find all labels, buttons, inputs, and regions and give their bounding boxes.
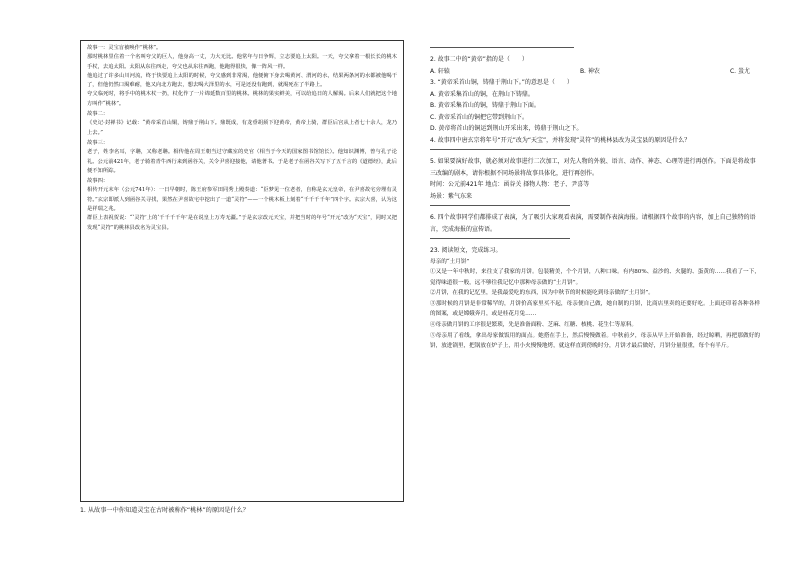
story1-para-3: 夸父临死时，将手中的桃木杖一扔，杖化作了一片绵延数百里的桃林。桃林的果实鲜美，可以给追日的人解渴。后来人们就把这个地方叫作“桃林”。	[87, 91, 397, 107]
question-3: 3. “黄帝采首山铜，铸鼎于荆山下。”的意思是（ ）	[430, 79, 573, 86]
story1-para-2: 他追过了许多山川河流，终于快要追上太阳的时候，夸父感到非常渴，他便俯下身去喝黄河、渭河的水，结果两条河的水都被他喝干了，但他仍然口渴难耐，他又向北方跑去，想去喝大泽里的水，可是还没有跑到，就渴死在了半路上。	[87, 72, 397, 89]
story3-title: 故事三：	[87, 139, 109, 146]
question-1: 1. 从故事一中你知道灵宝在古时被称作“桃林”的原因是什么？	[80, 507, 249, 514]
essay-para-2: ②月饼，在我的记忆里，是我最爱吃的东西，因为中秋节的时候能吃到母亲做的“土月饼”。	[430, 290, 654, 297]
answer-line[interactable]	[430, 205, 570, 206]
story1-title: 故事一：灵宝盲被唤作“桃林”。	[87, 45, 162, 51]
right-column	[430, 44, 760, 352]
question-5: 5. 如果要演好故事，就必须对故事进行二次加工，对先人物的外貌、语言、动作、神态、心理等进行再创作。下面是将故事三改编的剧本，请你根据不同场景将故事具体化，进行再创作。	[430, 158, 756, 177]
question-5-time: 时间：公元前421年 地点：函谷关 择物人物：老子、尹喜等	[430, 181, 590, 188]
story2-para: 《史记·封禅书》记载：“黄帝采首山铜，铸鼎于荆山下。鼎既成，有龙垂胡须下迎黄帝，黄帝上骑，群臣后宫从上者七十余人，龙乃上去。”	[87, 120, 397, 136]
story4-para-1: 相传开元末年（公元741年）：一日早朝时，陈王府参军田同秀上殿奏道：“臣梦见一位老者，自称是玄元皇帝，在尹喜故宅旁埋有灵符。”玄宗即派人到函谷关寻找，果然在尹喜故宅中挖出了一道“灵符”——一个桃木板上刻着“千千千千年”四个字。玄宗大喜，认为这是祥瑞之兆。	[87, 187, 397, 213]
question-4: 4. 故事四中唐玄宗将年号“开元”改为“天宝”，并将发现“灵符”的桃林县改为灵宝县的原因是什么？	[430, 136, 691, 144]
story4-para-2: 群臣上表祝贺说：“‘灵符’上的‘千千千千年’是在说皇上万寿无疆。”于是玄宗改元天宝，并把当时的年号“开元”改为“天宝”，同时又把发现“灵符”的桃林县改名为灵宝县。	[87, 215, 397, 231]
story1-para-1: 那时桃林里住着一个名叫夸父的巨人，他身高一丈，力大无比。他常年与日争辉，立志要追上太阳。一天，夸父拿着一根长长的桃木手杖，去追太阳。太阳从东往西走，夸父也从东往西跑，他跑得很快，像一阵风一样。	[87, 54, 397, 70]
question-2: 2. 故事二中的“黄帝”指的是（ ）	[430, 56, 528, 63]
essay-para-4: ④母亲做月饼的工序很是繁琐，先是准备面粉、芝麻、红糖、核桃、花生仁等原料。	[430, 322, 637, 329]
question-5-scene: 场景：紫气东来	[430, 192, 473, 200]
essay-para-5: ⑤母亲用了看线，拿出母家做饭用的面点。她搭在手上，然后慢慢做着。中秋前夕，母亲从早上开始准备，经过晾晒，再把那做好的饼，放进锅里，把锅放在炉子上，用小火慢慢地烤，就这样直到傍晚时分，月饼才最后做好，月饼分量很重，每个有半斤。	[430, 332, 760, 350]
essay-para-1: ①又是一年中秋时，来往支了我家的月饼。包装精美，个个月饼，八种口味。有内80%、益沙的、火腿的、蛋黄的……我看了一下，觉得味道很一般，远不够往我记忆中那种母亲做的“土月饼”。	[430, 269, 760, 286]
essay-para-3: ③那时候的月饼是非常稀罕的，月饼价高家里买不起，母亲便自己做，她自制的月饼，比商店里卖的还要好吃。上面还印着各种各样的图案，或是嫦娥奔月，或是桂花月兔……	[430, 300, 760, 318]
answer-line[interactable]	[430, 47, 574, 48]
question-3-option-d[interactable]: D. 黄帝将首山的铜运到荆山开采出来，铸鼎于荆山之下。	[430, 125, 583, 132]
story2-title: 故事二：	[87, 111, 109, 118]
question-23: 23. 阅读短文，完成练习。	[430, 247, 502, 254]
story4-title: 故事四：	[87, 178, 109, 185]
question-3-option-a[interactable]: A. 黄帝采集首山的铜，在荆山下铸鼎。	[430, 90, 534, 98]
option-a[interactable]: A. 轩辕	[430, 67, 450, 75]
essay-title: 母亲的“土月饼”	[430, 258, 470, 265]
option-b[interactable]: B. 神农	[579, 67, 600, 75]
reading-passage-box	[80, 40, 404, 502]
answer-line[interactable]	[430, 238, 570, 239]
question-3-option-b[interactable]: B. 黄帝采集首山的铜，铸鼎于荆山下面。	[430, 102, 540, 109]
question-6: 6. 四个故事同学们都排成了表演，为了吸引大家观看表演，需要制作表演海报。请根据四个故事的内容，加上自己独特的语言，完成海报的宣传语。	[430, 214, 756, 233]
option-c[interactable]: C. 蚩尤	[729, 67, 750, 75]
question-3-option-c[interactable]: C. 黄帝采首山的铜把它带到荆山下。	[430, 113, 529, 121]
answer-line[interactable]	[430, 149, 570, 150]
question-2-options	[430, 66, 750, 78]
story3-para: 老子，姓李名耳，字聃，又称老聃。相传他在周王朝当过守藏室的史官（相当于今天的国家图书馆馆长）。他知识渊博，曾与孔子论礼。公元前421年，老子骑着青牛西行来到函谷关，关令尹喜迎接他，请他著书。于是老子在函谷关写下了五千言的《道德经》，此后便不知所踪。	[87, 149, 397, 174]
